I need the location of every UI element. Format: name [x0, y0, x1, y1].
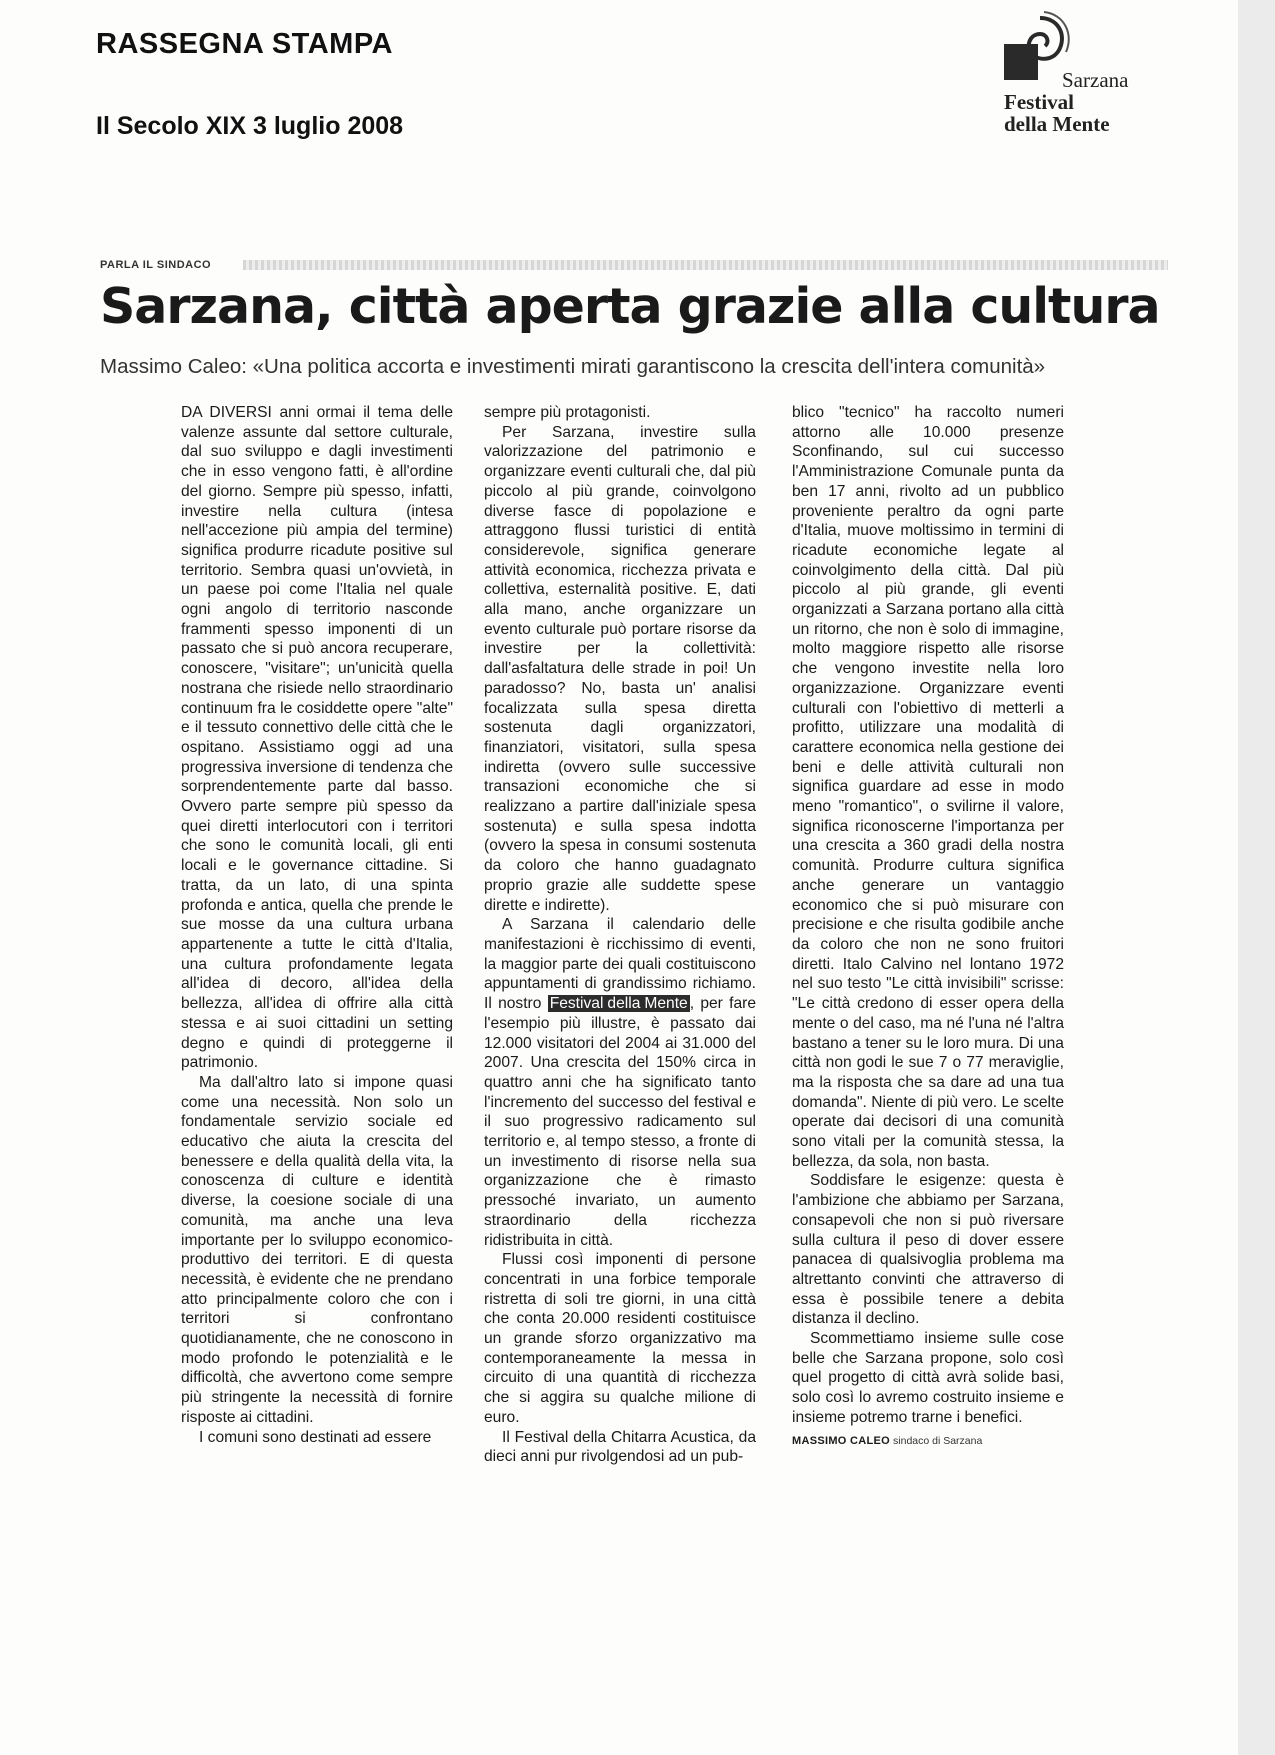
paragraph-text: anni ormai il tema delle valenze assunte dal settore culturale, dal suo sviluppo e dagli investimenti che in esso vengono fatti, è all'ordine del giorno. Sempre più spesso, infatti, investire nella cultura (intesa nell'accezione più ampia del termine) significa produrre ricadute positive sul territorio. Sembra quasi un'ovvietà, in un paese poi come l'Italia nel quale ogni angolo di territorio nasconde frammenti spesso imponenti di un passato che si può ancora recuperare, conoscere, "visitare"; un'unicità quella nostrana che risiede nello straordinario continuum fra le cosiddette opere "alte" e il tessuto connettivo delle città che le ospitano. Assistiamo oggi ad una progressiva inversione di tendenza che sorprendentemente parte dal basso. Ovvero parte sempre più spesso da quei diretti interlocutori con i territori che sono le comunità locali, gli enti locali e le governance cittadine. Si tratta, da un lato, di una spinta profonda e antica, quella che prende le sue mosse da una cultura urbana appartenente a tutte le città d'Italia, una cultura profondamente legata all'idea di decoro, all'idea della bellezza, all'idea di offrire alla città stessa e ai suoi cittadini un setting degno e quindi di proteggerne il patrimonio.	[181, 404, 453, 1072]
headline: Sarzana, città aperta grazie alla cultura	[100, 278, 1160, 335]
festival-logo	[1000, 10, 1150, 140]
highlight-festival: Festival	[549, 995, 604, 1013]
article-column-1	[181, 403, 453, 1447]
kicker-rule	[243, 260, 1168, 270]
paragraph	[484, 915, 756, 1250]
press-review-label: RASSEGNA STAMPA	[96, 28, 393, 60]
logo-text-sarzana: Sarzana	[1062, 68, 1129, 92]
scan-margin	[1238, 0, 1275, 1755]
paragraph: Flussi così imponenti di persone concentrati in una forbice temporale ristretta di soli tre giorni, in una città che conta 20.000 residenti costituisce un grande sforzo organizzativo ma contemporaneamente la messa in circuito di una quantità di ricchezza che si aggira su qualche milione di euro.	[484, 1251, 756, 1426]
paragraph: Il Festival della Chitarra Acustica, da dieci anni pur rivolgendosi ad un pub-	[484, 1428, 756, 1466]
article-kicker: PARLA IL SINDACO	[100, 259, 212, 271]
paragraph	[181, 403, 453, 1073]
paragraph: Scommettiamo insieme sulle cose belle che Sarzana propone, solo così quel progetto di città avrà solide basi, solo così lo avremo costruito insieme e insieme potremo trarne i benefici.	[792, 1330, 1064, 1426]
paragraph: Soddisfare le esigenze: questa è l'ambizione che abbiamo per Sarzana, consapevoli che non si può riversare sulla cultura il peso di dover essere panacea di qualsivoglia problema ma altrettanto convinti che attraverso di essa è possibile tenere a debita distanza il declino.	[792, 1172, 1064, 1328]
article-column-3	[792, 403, 1064, 1451]
article-column-2	[484, 403, 756, 1467]
author-name: MASSIMO CALEO	[792, 1434, 891, 1447]
lead-words: DA DIVERSI	[181, 404, 272, 421]
newspaper-source: Il Secolo XIX 3 luglio 2008	[96, 112, 404, 140]
paragraph-text: , per fare l'esempio più illustre, è passato dai 12.000 visitatori del 2004 ai 31.000 del 2007. Una crescita del 150% circa in quattro anni che ha significato tanto l'incremento del successo del festival e il suo progressivo radicamento sul territorio e, al tempo stesso, a fronte di un investimento di risorse nella sua organizzazione che è rimasto pressoché invariato, un aumento straordinario della ricchezza ridistribuita in città.	[484, 995, 756, 1249]
paragraph: blico "tecnico" ha raccolto numeri attorno alle 10.000 presenze Sconfinando, sul cui successo l'Amministrazione Comunale punta da ben 17 anni, rivolto ad un pubblico proveniente peraltro da ogni parte d'Italia, muove moltissimo in termini di ricadute economiche legate al coinvolgimento della città. Dal più piccolo al più grande, gli eventi organizzati a Sarzana portano alla città un ritorno, che non è solo di immagine, molto maggiore rispetto alle risorse che vengono investite nella loro organizzazione. Organizzare eventi culturali con l'obiettivo di metterli a profitto, utilizzare una modalità di carattere economica nella gestione dei beni e delle attività culturali non significa guardare ad esse in modo meno "romantico", o svilirne il valore, significa riconoscerne l'importanza per una crescita a 360 gradi della nostra comunità. Produrre cultura significa anche generare un vantaggio economico che si può misurare con precisione e che risulta godibile anche da coloro che non ne sono fruitori diretti. Italo Calvino nel lontano 1972 nel suo testo "Le città invisibili" scrisse: "Le città credono di esser opera della mente o del caso, ma né l'una né l'altra bastano a tener su le loro mura. Di una città non godi le sue 7 o 77 meraviglie, ma la risposta che sa dare ad una tua domanda". Niente di più vero. Le scelte operate dai decisori di una comunità sono vitali per la comunità stessa, la bellezza, da sola, non basta.	[792, 404, 1064, 1170]
paragraph-text: A Sarzana il calendario delle manifestazioni è ricchissimo di eventi, la maggior parte dei quali costituiscono appuntamenti di grandissimo richiamo. Il nostro	[484, 916, 756, 1013]
paragraph: Ma dall'altro lato si impone quasi come una necessità. Non solo un fondamentale servizio sociale ed educativo che aiuta la crescita del benessere e della qualità della vita, la conoscenza di culture e identità diverse, la coesione sociale di una comunità, ma anche una leva importante per lo sviluppo economico-produttivo dei territori. E di questa necessità, è evidente che ne prendano atto principalmente coloro che con i territori si confrontano quotidianamente, che ne conoscono in modo profondo le potenzialità e le difficoltà, che avvertono come sempre più stringente la necessità di fornire risposte ai cittadini.	[181, 1073, 453, 1426]
logo-text-festival: Festival	[1004, 90, 1074, 114]
highlight-della: della	[607, 995, 641, 1013]
signature	[792, 1432, 1064, 1452]
author-role: sindaco di Sarzana	[893, 1434, 983, 1447]
paragraph: I comuni sono destinati ad essere	[199, 1428, 432, 1446]
subheadline: Massimo Caleo: «Una politica accorta e investimenti mirati garantiscono la crescita dell'intera comunità»	[100, 355, 1046, 378]
paragraph: Per Sarzana, investire sulla valorizzazione del patrimonio e organizzare eventi culturali che, dal più piccolo al più grande, coinvolgono diverse fasce di popolazione e attraggono flussi turistici di entità considerevole, significa generare attività economica, ricchezza privata e collettiva, esternalità positive. E, dati alla mano, anche organizzare un evento culturale può portare risorse da investire per la collettività: dall'asfaltatura delle strade in poi! Un paradosso? No, basta un' analisi focalizzata sulla spesa diretta sostenuta dagli organizzatori, finanziatori, visitatori, sulla spesa indiretta (ovvero sulle successive transazioni economiche che si realizzano a partire dall'iniziale spesa sostenuta) e sulla spesa indotta (ovvero la spesa in consumi sostenuta da coloro che hanno guadagnato proprio grazie alle suddette spese dirette e indirette).	[484, 423, 756, 914]
logo-text-della-mente: della Mente	[1004, 112, 1110, 136]
highlight-mente: Mente	[644, 995, 688, 1013]
paragraph: sempre più protagonisti.	[484, 404, 651, 421]
